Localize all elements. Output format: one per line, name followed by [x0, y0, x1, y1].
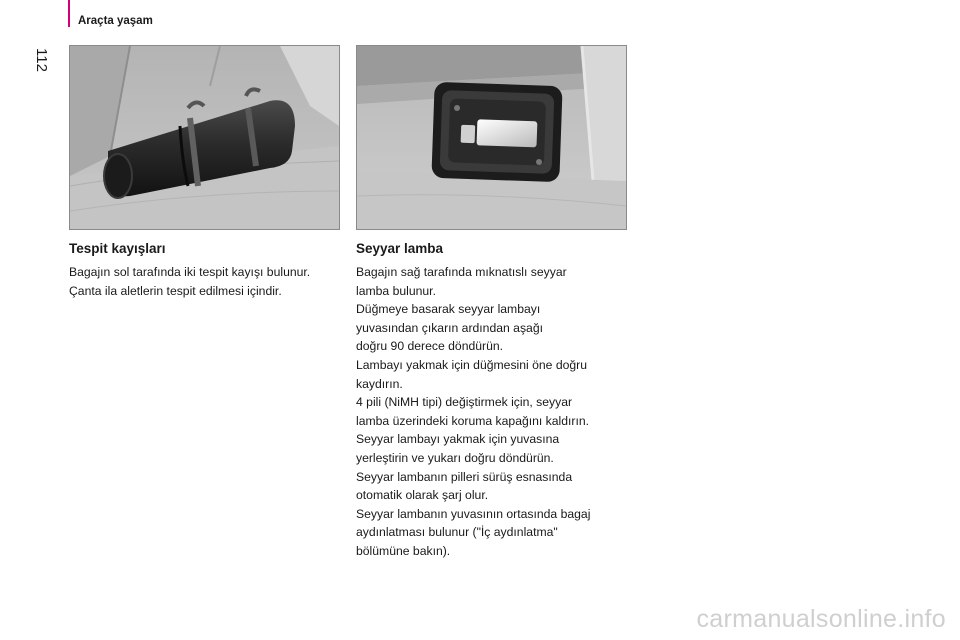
heading-fixing-straps: Tespit kayışları [69, 241, 166, 256]
text-line: Bagajın sol tarafında iki tespit kayışı bulunur. [69, 265, 311, 279]
photo-trunk-straps [69, 45, 340, 230]
text-line: Çanta ila aletlerin tespit edilmesi içindir. [69, 283, 282, 298]
text-line: 4 pili (NiMH tipi) değiştirmek için, seyyar [356, 395, 573, 410]
text-line: otomatik olarak şarj olur. [356, 488, 489, 503]
text-line: Seyyar lambanın pilleri sürüş esnasında [356, 469, 573, 484]
section-title: Araçta yaşam [78, 15, 153, 27]
text-line: doğru 90 derece döndürün. [356, 339, 504, 354]
watermark: carmanualsonline.info [696, 605, 946, 633]
fixing-straps-text [69, 263, 349, 300]
portable-lamp-text [356, 263, 636, 561]
text-line: bölümüne bakın). [356, 543, 451, 558]
portable-lamp-illustration [357, 46, 626, 229]
text-line: kaydırın. [356, 376, 403, 391]
header-accent-bar [68, 0, 70, 27]
page-number: 112 [33, 48, 51, 72]
text-line: Düğmeye basarak seyyar lambayı [356, 302, 541, 317]
text-line: Bagajın sağ tarafında mıknatıslı seyyar [356, 265, 567, 279]
trunk-straps-illustration [70, 46, 339, 229]
text-line: Lambayı yakmak için düğmesini öne doğru [356, 357, 588, 372]
text-line: lamba bulunur. [356, 283, 436, 298]
text-line: lamba üzerindeki koruma kapağını kaldırın. [356, 413, 590, 428]
text-line: Seyyar lambanın yuvasının ortasında bagaj [356, 506, 591, 521]
heading-portable-lamp: Seyyar lamba [356, 241, 444, 256]
text-line: Seyyar lambayı yakmak için yuvasına [356, 432, 560, 447]
text-line: yerleştirin ve yukarı doğru döndürün. [356, 450, 554, 465]
text-line: yuvasından çıkarın ardından aşağı [356, 320, 543, 335]
photo-portable-lamp [356, 45, 627, 230]
text-line: aydınlatması bulunur ("İç aydınlatma" [356, 525, 558, 540]
